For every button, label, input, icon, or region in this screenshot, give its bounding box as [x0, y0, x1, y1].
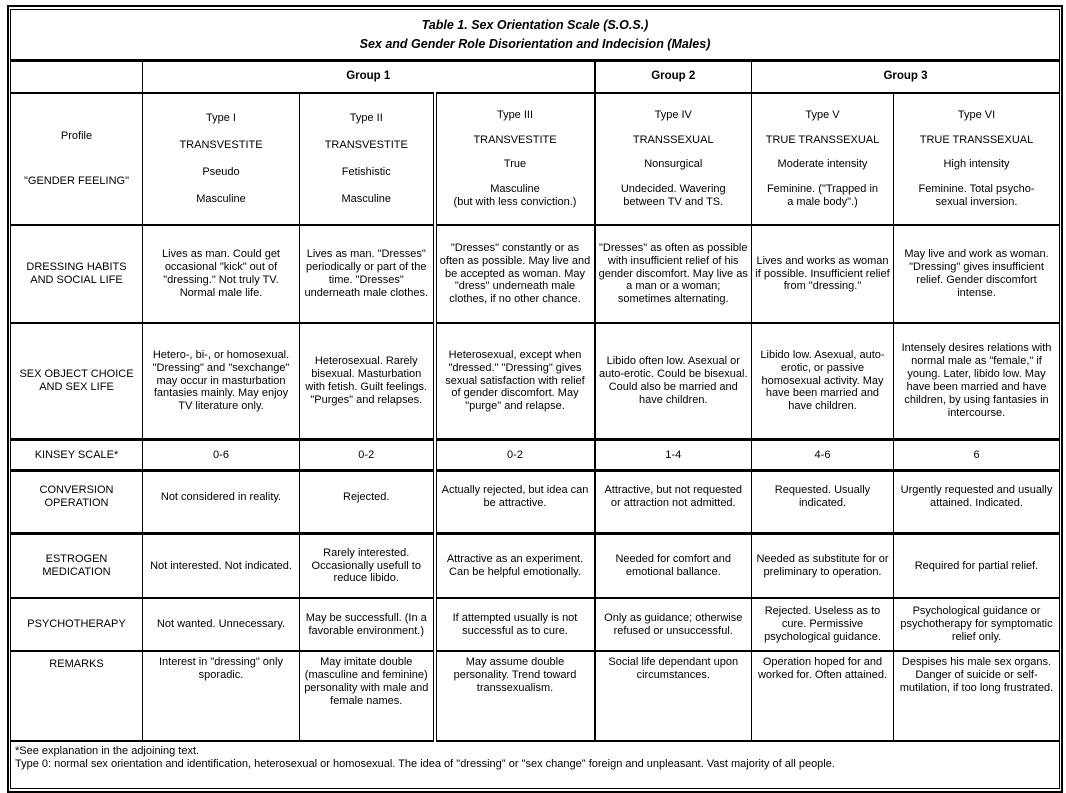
profile-type6-cell	[894, 93, 1060, 225]
remarks-type3: May assume double personality. Trend toward transsexualism.	[435, 651, 595, 741]
psychotherapy-type6: Psychological guidance or psychotherapy for symptomatic relief only.	[894, 598, 1060, 651]
conversion-type4: Attractive, but not requested or attraction not admitted.	[595, 471, 752, 534]
psychotherapy-row	[11, 598, 1060, 651]
type5-feeling: Feminine. ("Trapped in a male body".)	[766, 182, 879, 208]
type5-subtype: Moderate intensity	[777, 158, 868, 171]
dressing-type6: May live and work as woman. "Dressing" gives insufficient relief. Gender discomfort intense.	[894, 225, 1060, 323]
type2-name: TRANSVESTITE	[324, 139, 408, 151]
remarks-row-label: REMARKS	[11, 651, 143, 741]
dressing-type1: Lives as man. Could get occasional "kick" out of "dressing." Not truly TV. Normal male life.	[143, 225, 300, 323]
profile-row-label	[11, 93, 143, 225]
remarks-type1: Interest in "dressing" only sporadic.	[143, 651, 300, 741]
sexobject-type5: Libido low. Asexual, auto-erotic, or passive homosexual activity. May have been married and have children.	[752, 323, 894, 440]
dressing-row	[11, 225, 1060, 323]
remarks-row	[11, 651, 1060, 741]
profile-row	[11, 93, 1060, 225]
conversion-type5: Requested. Usually indicated.	[752, 471, 894, 534]
kinsey-row	[11, 440, 1060, 471]
dressing-type3: "Dresses" constantly or as often as possible. May live and be accepted as woman. May "dress" underneath male clothes, if no other chance.	[435, 225, 595, 323]
type6-name: TRUE TRANSSEXUAL	[919, 133, 1034, 146]
footnote-line-1: *See explanation in the adjoining text.	[15, 745, 200, 757]
profile-type3-cell	[435, 93, 595, 225]
psychotherapy-row-label: PSYCHOTHERAPY	[11, 598, 143, 651]
conversion-type6: Urgently requested and usually attained. Indicated.	[894, 471, 1060, 534]
conversion-type3: Actually rejected, but idea can be attractive.	[435, 471, 595, 534]
remarks-type6: Despises his male sex organs. Danger of suicide or self-mutilation, if too long frustrated.	[894, 651, 1060, 741]
type3-name: TRANSVESTITE	[473, 133, 557, 146]
type2-subtype: Fetishistic	[341, 165, 391, 178]
profile-type2-cell	[300, 93, 435, 225]
type5-heading: Type V	[805, 109, 840, 122]
kinsey-type1: 0-6	[143, 440, 300, 471]
group-3-header: Group 3	[752, 61, 1060, 94]
estrogen-type3: Attractive as an experiment. Can be helpful emotionally.	[435, 534, 595, 599]
remarks-type2: May imitate double (masculine and feminine) personality with male and female names.	[300, 651, 435, 741]
type4-feeling: Undecided. Wavering between TV and TS.	[620, 182, 726, 208]
sos-table	[10, 9, 1060, 789]
type5-name: TRUE TRANSSEXUAL	[765, 133, 880, 146]
estrogen-type2: Rarely interested. Occasionally usefull to reduce libido.	[300, 534, 435, 599]
sexobject-type3: Heterosexual, except when "dressed." "Dressing" gives sexual satisfaction with relief of gender discomfort. May "purge" and relapse.	[435, 323, 595, 440]
kinsey-type4: 1-4	[595, 440, 752, 471]
dressing-row-label: DRESSING HABITS AND SOCIAL LIFE	[11, 225, 143, 323]
type4-subtype: Nonsurgical	[644, 158, 703, 171]
sexobject-type6: Intensely desires relations with normal male as "female," if young. Later, libido low. May have been married and have children, by using fantasies in intercourse.	[894, 323, 1060, 440]
estrogen-row-label: ESTROGEN MEDICATION	[11, 534, 143, 599]
conversion-row	[11, 471, 1060, 534]
footnote-row	[11, 741, 1060, 789]
profile-type1-cell	[143, 93, 300, 225]
type4-name: TRANSSEXUAL	[632, 133, 714, 146]
estrogen-row	[11, 534, 1060, 599]
type2-feeling: Masculine	[341, 192, 392, 205]
type6-subtype: High intensity	[943, 158, 1010, 171]
psychotherapy-type4: Only as guidance; otherwise refused or unsuccessful.	[595, 598, 752, 651]
psychotherapy-type1: Not wanted. Unnecessary.	[143, 598, 300, 651]
conversion-type1: Not considered in reality.	[143, 471, 300, 534]
type3-feeling: Masculine (but with less conviction.)	[453, 182, 577, 208]
profile-type5-cell	[752, 93, 894, 225]
kinsey-type5: 4-6	[752, 440, 894, 471]
kinsey-type2: 0-2	[300, 440, 435, 471]
footnotes	[11, 741, 1060, 789]
estrogen-type4: Needed for comfort and emotional ballance.	[595, 534, 752, 599]
table-title	[11, 10, 1060, 61]
type6-heading: Type VI	[957, 109, 996, 122]
title-row	[11, 10, 1060, 61]
type1-name: TRANSVESTITE	[179, 139, 263, 151]
psychotherapy-type5: Rejected. Useless as to cure. Permissive psychological guidance.	[752, 598, 894, 651]
type2-heading: Type II	[349, 112, 383, 125]
profile-label-line-2: "GENDER FEELING"	[24, 175, 129, 187]
estrogen-type5: Needed as substitute for or preliminary to operation.	[752, 534, 894, 599]
group-1-header: Group 1	[143, 61, 595, 94]
table-frame	[7, 5, 1063, 793]
remarks-type4: Social life dependant upon circumstances.	[595, 651, 752, 741]
dressing-type5: Lives and works as woman if possible. Insufficient relief from "dressing."	[752, 225, 894, 323]
kinsey-row-label: KINSEY SCALE*	[11, 440, 143, 471]
group-header-row	[11, 61, 1060, 94]
sexobject-type2: Heterosexual. Rarely bisexual. Masturbation with fetish. Guilt feelings. "Purges" and relapses.	[300, 323, 435, 440]
type6-feeling: Feminine. Total psycho- sexual inversion.	[918, 182, 1035, 208]
conversion-type2: Rejected.	[300, 471, 435, 534]
remarks-type5: Operation hoped for and worked for. Often attained.	[752, 651, 894, 741]
dressing-type2: Lives as man. "Dresses" periodically or part of the time. "Dresses" underneath male clothes.	[300, 225, 435, 323]
type1-feeling: Masculine	[196, 192, 246, 205]
footnote-line-2: Type 0: normal sex orientation and identification, heterosexual or homosexual. The idea of "dressing" or "sex change" foreign and unpleasant. Vast majority of all people.	[15, 757, 835, 770]
sex-object-row	[11, 323, 1060, 440]
kinsey-type3: 0-2	[435, 440, 595, 471]
estrogen-type6: Required for partial relief.	[894, 534, 1060, 599]
type4-heading: Type IV	[654, 109, 692, 122]
group-2-header: Group 2	[595, 61, 752, 94]
type3-subtype: True	[503, 158, 527, 171]
profile-label-line-1: Profile	[60, 130, 93, 143]
kinsey-type6: 6	[894, 440, 1060, 471]
type1-heading: Type I	[206, 112, 236, 125]
profile-type4-cell	[595, 93, 752, 225]
group-header-empty-cell	[11, 61, 143, 94]
sexobject-type1: Hetero-, bi-, or homosexual. "Dressing" and "sexchange" may occur in masturbation fantasies mainly. May enjoy TV literature only.	[143, 323, 300, 440]
psychotherapy-type3: If attempted usually is not successful as to cure.	[435, 598, 595, 651]
sex-object-row-label: SEX OBJECT CHOICE AND SEX LIFE	[11, 323, 143, 440]
type1-subtype: Pseudo	[202, 165, 240, 178]
estrogen-type1: Not interested. Not indicated.	[143, 534, 300, 599]
title-line-1: Table 1. Sex Orientation Scale (S.O.S.)	[421, 18, 649, 33]
type3-heading: Type III	[496, 109, 534, 122]
psychotherapy-type2: May be successfull. (In a favorable environment.)	[300, 598, 435, 651]
title-line-2: Sex and Gender Role Disorientation and Indecision (Males)	[359, 36, 711, 51]
sexobject-type4: Libido often low. Asexual or auto-erotic. Could be bisexual. Could also be married and have children.	[595, 323, 752, 440]
dressing-type4: "Dresses" as often as possible with insufficient relief of his gender discomfort. May live as a man or a woman; sometimes alternating.	[595, 225, 752, 323]
conversion-row-label: CONVERSION OPERATION	[11, 471, 143, 534]
